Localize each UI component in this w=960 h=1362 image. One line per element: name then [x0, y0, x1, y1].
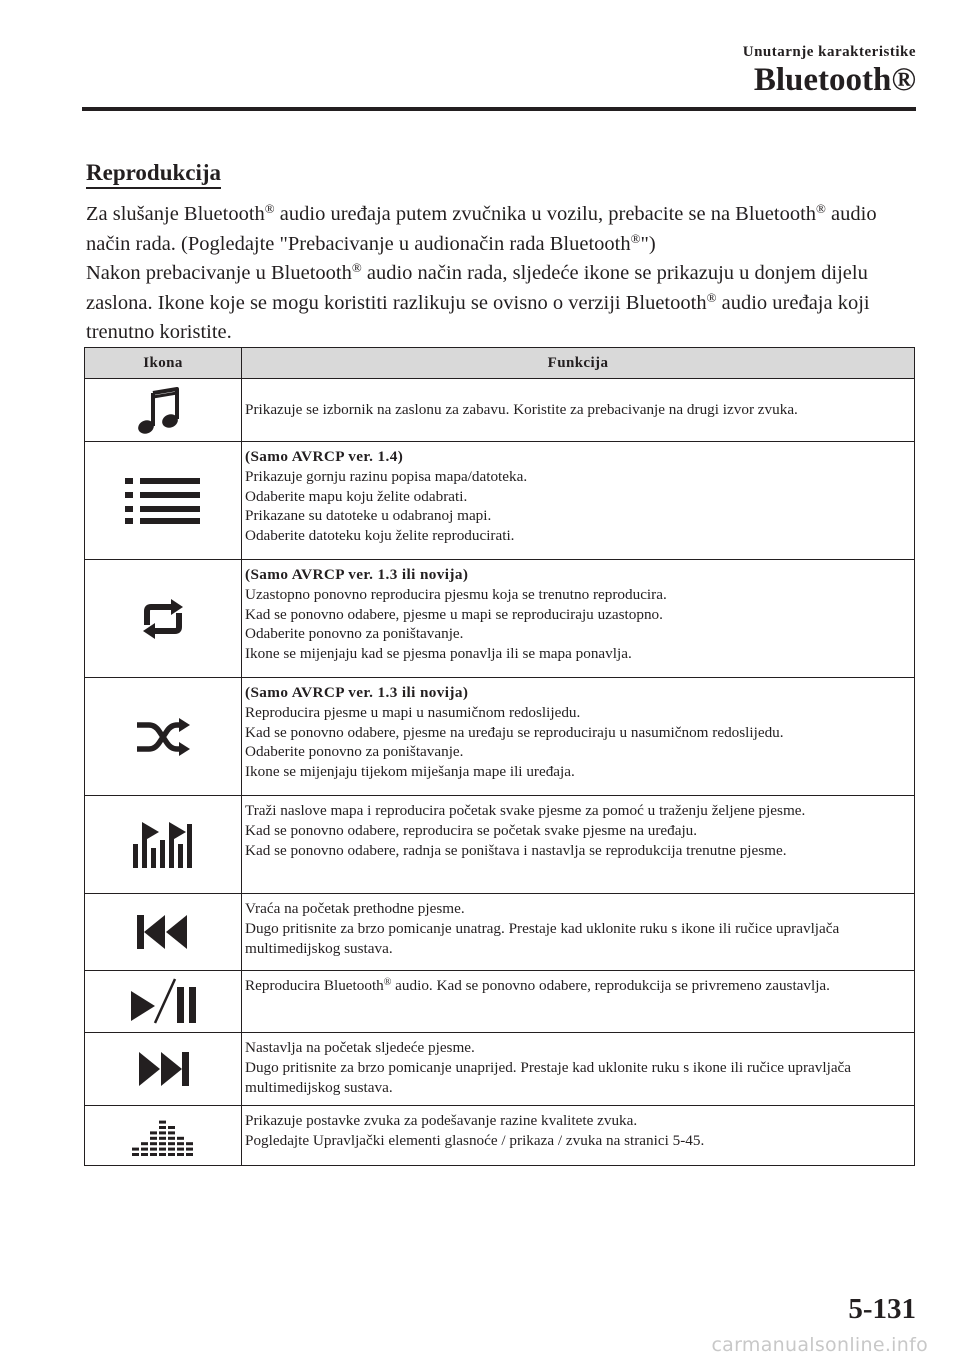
table-row	[85, 894, 915, 971]
table-row	[85, 796, 915, 894]
function-text: Dugo pritisnite za brzo pomicanje unatrag. Prestaje kad uklonite ruku s ikone ili ručice upravljača multimedijskog sustava.	[245, 919, 840, 957]
function-text: Kad se ponovno odabere, pjesme u mapi se reproduciraju uzastopno.	[245, 605, 663, 623]
chapter-title: Bluetooth®	[753, 62, 916, 98]
function-text: Odaberite mapu koju želite odabrati.	[245, 487, 468, 505]
function-text: Prikazuje se izbornik na zaslonu za zabavu. Koristite za prebacivanje na drugi izvor zvuka.	[245, 400, 798, 418]
function-text: Uzastopno ponovno reproducira pjesmu koja se trenutno reproducira.	[245, 585, 667, 603]
skip-forward-icon	[133, 1049, 193, 1089]
version-note: (Samo AVRCP ver. 1.3 ili novija)	[245, 684, 469, 701]
intro-paragraph-1: Za slušanje Bluetooth® audio uređaja putem zvučnika u vozilu, prebacite se na Bluetooth® audio način rada. (Pogledajte "Prebacivanje u audionačin rada Bluetooth®")	[86, 201, 877, 255]
function-text: Reproducira Bluetooth® audio. Kad se ponovno odabere, reprodukcija se privremeno zaustavlja.	[245, 977, 830, 994]
skip-back-icon	[133, 912, 193, 952]
function-text: Kad se ponovno odabere, reproducira se početak svake pjesme na uređaju.	[245, 821, 698, 839]
table-row	[85, 560, 915, 678]
intro-text	[86, 200, 916, 348]
table-row	[85, 971, 915, 1033]
function-text: Ikone se mijenjaju tijekom miješanja mape ili uređaja.	[245, 763, 575, 781]
function-text: Traži naslove mapa i reproducira početak svake pjesme za pomoć u traženju željene pjesme.	[245, 802, 806, 819]
scan-icon	[131, 820, 195, 870]
function-text: Vraća na početak prethodne pjesme.	[245, 900, 465, 917]
function-text: Pogledajte Upravljački elementi glasnoće / prikaza / zvuka na stranici 5-45.	[245, 1131, 705, 1149]
function-text: Prikazuje gornju razinu popisa mapa/datoteka.	[245, 467, 528, 485]
watermark: carmanualsonline.info	[711, 1334, 928, 1356]
repeat-icon	[133, 597, 193, 641]
function-text: Odaberite datoteku koju želite reproducirati.	[245, 527, 515, 545]
function-text: Kad se ponovno odabere, radnja se poništava i nastavlja se reprodukcija trenutne pjesme.	[245, 841, 787, 859]
table-header-row	[85, 348, 915, 379]
function-text: Prikazuje postavke zvuka za podešavanje razine kvalitete zvuka.	[245, 1112, 638, 1129]
intro-paragraph-2: Nakon prebacivanje u Bluetooth® audio način rada, sljedeće ikone se prikazuju u donjem dijelu zaslona. Ikone koje se mogu koristiti razlikuju se ovisno o verziji Bluetooth® audio uređaja koji trenutno koristite.	[86, 260, 870, 343]
header-rule	[82, 107, 916, 111]
icon-function-table	[84, 347, 915, 1166]
music-note-icon	[133, 385, 193, 435]
equalizer-icon	[130, 1115, 196, 1157]
page-number: 5-131	[848, 1293, 916, 1325]
table-row	[85, 1033, 915, 1106]
table-row	[85, 1106, 915, 1166]
version-note: (Samo AVRCP ver. 1.4)	[245, 448, 404, 465]
function-text: Reproducira pjesme u mapi u nasumičnom redoslijedu.	[245, 703, 581, 721]
shuffle-icon	[133, 717, 193, 757]
list-icon	[123, 476, 203, 526]
table-row	[85, 678, 915, 796]
function-text: Dugo pritisnite za brzo pomicanje unaprijed. Prestaje kad uklonite ruku s ikone ili ručice upravljača multimedijskog sustava.	[245, 1058, 852, 1096]
play-pause-icon	[125, 977, 201, 1027]
function-text: Prikazane su datoteke u odabranoj mapi.	[245, 507, 492, 525]
table-row	[85, 442, 915, 560]
column-header-icon: Ikona	[85, 348, 242, 379]
column-header-function: Funkcija	[242, 348, 915, 379]
version-note: (Samo AVRCP ver. 1.3 ili novija)	[245, 566, 469, 583]
function-text: Odaberite ponovno za poništavanje.	[245, 625, 464, 643]
function-text: Kad se ponovno odabere, pjesme na uređaju se reproduciraju u nasumičnom redoslijedu.	[245, 723, 784, 741]
function-text: Ikone se mijenjaju kad se pjesma ponavlja ili se mapa ponavlja.	[245, 645, 632, 663]
section-heading: Reprodukcija	[86, 160, 221, 189]
section-label: Unutarnje karakteristike	[742, 44, 916, 60]
function-text: Nastavlja na početak sljedeće pjesme.	[245, 1039, 475, 1056]
table-row	[85, 379, 915, 442]
function-text: Odaberite ponovno za poništavanje.	[245, 743, 464, 761]
